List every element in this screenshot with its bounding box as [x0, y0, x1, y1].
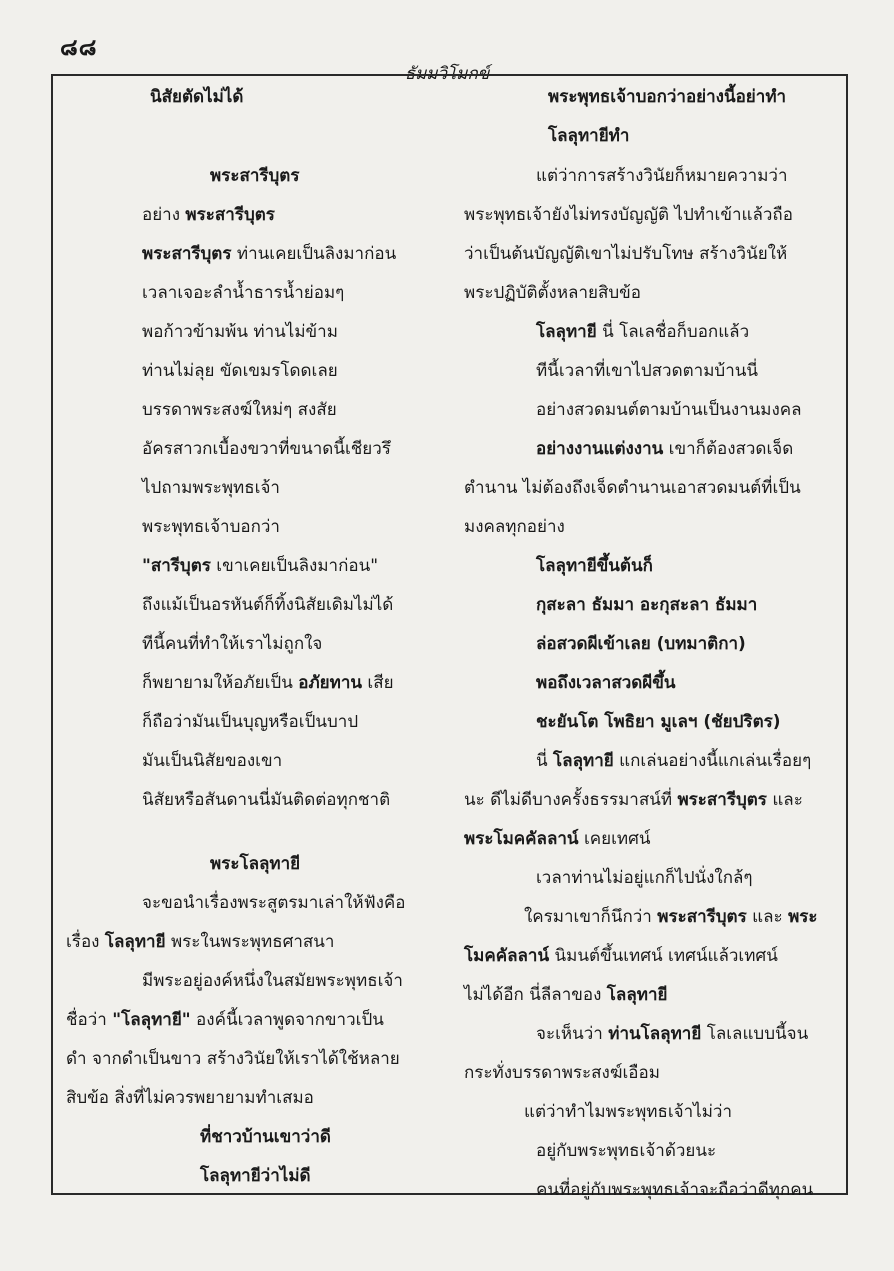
text-line [142, 321, 338, 343]
text-line [464, 1062, 660, 1084]
text-segment: สิบข้อ สิ่งที่ไม่ควรพยายามทำเสมอ [66, 1088, 314, 1108]
text-segment: ชื่อว่า [66, 1010, 113, 1030]
text-segment: มงคลทุกอย่าง [464, 517, 565, 537]
text-segment: ทีนี้เวลาที่เขาไปสวดตามบ้านนี่ [536, 361, 759, 381]
text-line [536, 672, 676, 694]
text-line [464, 477, 801, 499]
text-segment: เวลาท่านไม่อยู่แกก็ไปนั่งใกล้ๆ [536, 868, 753, 888]
bold-text-segment: ชะยันโต โพธิยา มูเลฯ (ชัยปริตร) [536, 712, 781, 732]
text-line [142, 555, 378, 577]
text-segment: เขาเคยเป็นลิงมาก่อน" [210, 556, 379, 576]
text-line [150, 86, 243, 108]
text-segment: เสีย [361, 673, 394, 693]
text-line [524, 1101, 732, 1123]
bold-text-segment: นิสัยตัดไม่ได้ [150, 87, 244, 107]
text-segment: ก็พยายามให้อภัยเป็น [142, 673, 299, 693]
text-line [210, 165, 299, 187]
text-line [464, 945, 778, 967]
text-line [66, 1048, 400, 1070]
text-segment: ถึงแม้เป็นอรหันต์ก็ทิ้งนิสัยเดิมไม่ได้ [142, 595, 394, 615]
text-segment: ไปถามพระพุทธเจ้า [142, 478, 280, 498]
text-segment: ท่านเคยเป็นลิงมาก่อน [231, 244, 397, 264]
text-line [464, 789, 803, 811]
text-line [536, 1179, 813, 1201]
text-segment: บรรดาพระสงฆ์ใหม่ๆ สงสัย [142, 400, 337, 420]
text-segment: อยู่กับพระพุทธเจ้าด้วยนะ [536, 1141, 717, 1161]
page-number: ๘๘ [60, 35, 98, 61]
text-segment: ดำ จากดำเป็นขาว สร้างวินัยให้เราได้ใช้หลาย [66, 1049, 400, 1069]
text-segment: พระในพระพุทธศาสนา [165, 932, 335, 952]
text-segment: พระปฏิบัติตั้งหลายสิบข้อ [464, 283, 641, 303]
bold-text-segment: พระโมคคัลลาน์ [464, 829, 579, 849]
bold-text-segment: อย่างงานแต่งงาน [536, 439, 664, 459]
bold-text-segment: โมคคัลลาน์ [464, 946, 550, 966]
bold-text-segment: โลลุทายี [536, 322, 597, 342]
text-line [142, 970, 403, 992]
text-line [536, 633, 746, 655]
text-segment: ท่านไม่ลุย ขัดเขมรโดดเลย [142, 361, 338, 381]
bold-text-segment: อภัยทาน [298, 673, 362, 693]
text-segment: อัครสาวกเบื้องขวาที่ขนาดนี้เชียวรึ [142, 439, 391, 459]
text-segment: ว่าเป็นต้นบัญญัติเขาไม่ปรับโทษ สร้างวินัยให้ [464, 244, 788, 264]
text-line [142, 672, 394, 694]
bold-text-segment: ล่อสวดผีเข้าเลย (บทมาติกา) [536, 634, 746, 654]
text-line [464, 204, 793, 226]
text-segment: พอก้าวข้ามพ้น ท่านไม่ข้าม [142, 322, 338, 342]
text-line [536, 750, 811, 772]
text-segment: นี่ [536, 751, 554, 771]
text-segment: จะเห็นว่า [536, 1024, 609, 1044]
text-line [548, 86, 786, 108]
text-segment: โลเลแบบนี้จน [701, 1024, 809, 1044]
text-line [142, 204, 275, 226]
text-line [142, 633, 322, 655]
text-segment: นิมนต์ขึ้นเทศน์ เทศน์แล้วเทศน์ [549, 946, 778, 966]
bold-text-segment: กุสะลา ธัมมา อะกุสะลา ธัมมา [536, 595, 758, 615]
bold-text-segment: "โลลุทายี" [112, 1010, 191, 1030]
text-line [200, 1165, 311, 1187]
text-segment: ก็ถือว่ามันเป็นบุญหรือเป็นบาป [142, 712, 359, 732]
bold-text-segment: พระสารีบุตร [185, 205, 275, 225]
text-line [536, 321, 749, 343]
bold-text-segment: พระสารีบุตร [677, 790, 767, 810]
text-segment: และ [766, 790, 803, 810]
text-segment: แต่ว่าทำไมพระพุทธเจ้าไม่ว่า [524, 1102, 733, 1122]
bold-text-segment: ที่ชาวบ้านเขาว่าดี [200, 1127, 331, 1147]
running-header-title: ธัมมวิโมกข์ [0, 64, 894, 84]
text-line [464, 243, 787, 265]
text-line [536, 867, 753, 889]
text-segment: ทีนี้คนที่ทำให้เราไม่ถูกใจ [142, 634, 323, 654]
text-segment: มีพระอยู่องค์หนึ่งในสมัยพระพุทธเจ้า [142, 971, 403, 991]
bold-text-segment: โลลุทายีขึ้นต้นก็ [536, 556, 653, 576]
text-line [142, 750, 282, 772]
text-segment: เวลาเจอะลำน้ำธารน้ำย่อมๆ [142, 283, 345, 303]
text-segment: นี่ โลเลชื่อก็บอกแล้ว [596, 322, 750, 342]
text-segment: นะ ดีไม่ดีบางครั้งธรรมาสน์ที่ [464, 790, 678, 810]
bold-text-segment: พอถึงเวลาสวดผีขึ้น [536, 673, 676, 693]
text-line [210, 853, 300, 875]
text-line [142, 477, 280, 499]
text-line [142, 282, 344, 304]
text-line [142, 516, 280, 538]
text-line [536, 711, 781, 733]
text-segment: เรื่อง [66, 932, 105, 952]
text-line [548, 125, 629, 147]
text-segment: และ [746, 907, 789, 927]
text-line [464, 984, 667, 1006]
bold-text-segment: โลลุทายี [553, 751, 614, 771]
text-line [524, 906, 818, 928]
bold-text-segment: พระ [788, 907, 818, 927]
text-line [142, 243, 396, 265]
text-line [464, 282, 641, 304]
text-line [66, 1009, 384, 1031]
text-line [464, 828, 651, 850]
text-segment: พระพุทธเจ้าบอกว่า [142, 517, 280, 537]
text-line [66, 1087, 314, 1109]
text-segment: แกเล่นอย่างนี้แกเล่นเรื่อยๆ [613, 751, 812, 771]
text-segment: จะขอนำเรื่องพระสูตรมาเล่าให้ฟังคือ [142, 893, 406, 913]
text-line [464, 516, 565, 538]
text-segment: อย่างสวดมนต์ตามบ้านเป็นงานมงคล [536, 400, 802, 420]
text-segment: มันเป็นนิสัยของเขา [142, 751, 283, 771]
bold-text-segment: พระพุทธเจ้าบอกว่าอย่างนี้อย่าทำ [548, 87, 787, 107]
bold-text-segment: "สารีบุตร [142, 556, 211, 576]
text-line [142, 399, 337, 421]
text-segment: องค์นี้เวลาพูดจากขาวเป็น [190, 1010, 384, 1030]
text-line [536, 594, 757, 616]
text-segment: เขาก็ต้องสวดเจ็ด [663, 439, 794, 459]
text-line [536, 1140, 716, 1162]
bold-text-segment: โลลุทายีทำ [548, 126, 630, 146]
text-line [536, 165, 788, 187]
bold-text-segment: พระสารีบุตร [657, 907, 747, 927]
text-line [66, 931, 334, 953]
bold-text-segment: โลลุทายีว่าไม่ดี [200, 1166, 311, 1186]
text-segment: พระพุทธเจ้ายังไม่ทรงบัญญัติ ไปทำเข้าแล้วถือ [464, 205, 793, 225]
bold-text-segment: พระสารีบุตร [210, 166, 300, 186]
text-segment: แต่ว่าการสร้างวินัยก็หมายความว่า [536, 166, 788, 186]
bold-text-segment: ท่านโลลุทายี [608, 1024, 702, 1044]
text-line [142, 594, 393, 616]
text-segment: ใครมาเขาก็นึกว่า [524, 907, 658, 927]
text-line [200, 1126, 331, 1148]
bold-text-segment: พระสารีบุตร [142, 244, 232, 264]
bold-text-segment: พระโลลุทายี [210, 854, 301, 874]
text-segment: ไม่ได้อีก นี่ลีลาของ [464, 985, 607, 1005]
text-line [536, 438, 793, 460]
text-line [142, 789, 390, 811]
text-segment: นิสัยหรือสันดานนี่มันติดต่อทุกชาติ [142, 790, 391, 810]
text-line [142, 438, 391, 460]
text-line [536, 555, 653, 577]
text-segment: คนที่อยู่กับพระพุทธเจ้าจะถือว่าดีทุกคน [536, 1180, 814, 1200]
text-segment: อย่าง [142, 205, 186, 225]
text-segment: ตำนาน ไม่ต้องถึงเจ็ดตำนานเอาสวดมนต์ที่เป็น [464, 478, 801, 498]
text-line [536, 360, 758, 382]
bold-text-segment: โลลุทายี [606, 985, 668, 1005]
text-line [142, 892, 406, 914]
text-line [536, 1023, 808, 1045]
bold-text-segment: โลลุทายี [104, 932, 166, 952]
text-line [142, 711, 358, 733]
text-line [536, 399, 802, 421]
text-segment: กระทั่งบรรดาพระสงฆ์เอือม [464, 1063, 660, 1083]
text-segment: เคยเทศน์ [578, 829, 651, 849]
text-line [142, 360, 338, 382]
